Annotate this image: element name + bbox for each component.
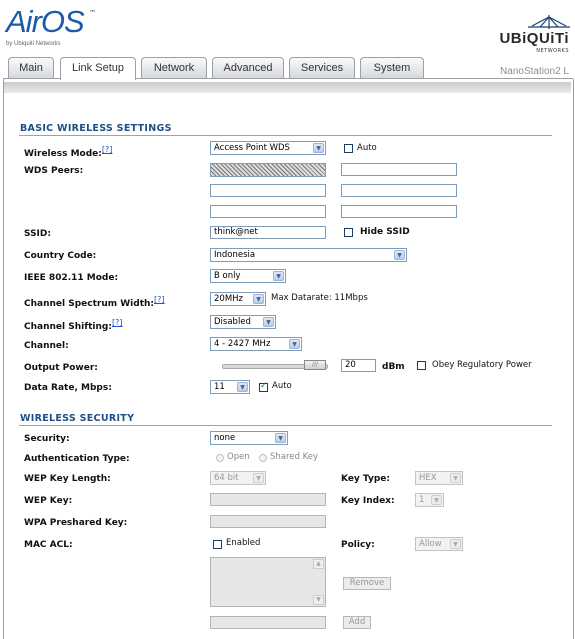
data-rate-auto-label: Auto [272, 381, 292, 391]
chevron-down-icon: ▼ [289, 339, 300, 349]
logo-subtitle: by Ubiquiti Networks [6, 41, 61, 47]
auto-wireless-checkbox[interactable] [344, 144, 353, 153]
brand-subtitle: NETWORKS [536, 48, 569, 54]
auth-shared-radio[interactable] [259, 454, 267, 462]
wds-peer-4-input[interactable] [341, 184, 457, 197]
tab-link-setup[interactable]: Link Setup [60, 57, 136, 80]
data-rate-auto-checkbox[interactable] [259, 383, 268, 392]
key-type-select[interactable]: HEX ▼ [415, 471, 463, 485]
channel-label: Channel: [24, 341, 69, 351]
basic-wireless-title: BASIC WIRELESS SETTINGS [20, 123, 172, 134]
add-button[interactable]: Add [343, 616, 371, 629]
chevron-down-icon: ▼ [450, 473, 461, 483]
tab-network[interactable]: Network [141, 57, 207, 78]
country-code-select[interactable]: Indonesia ▼ [210, 248, 407, 262]
mac-acl-enabled-checkbox[interactable] [213, 540, 222, 549]
wireless-security-title: WIRELESS SECURITY [20, 413, 135, 424]
scroll-up-icon[interactable]: ▲ [313, 559, 324, 569]
data-rate-select[interactable]: 11 ▼ [210, 380, 250, 394]
mac-acl-list[interactable] [210, 557, 326, 607]
output-power-slider-thumb[interactable]: /// [304, 360, 326, 370]
auth-type-label: Authentication Type: [24, 454, 130, 464]
chevron-down-icon: ▼ [237, 382, 248, 392]
spectrum-width-label: Channel Spectrum Width:[?] [24, 295, 165, 309]
channel-select[interactable]: 4 - 2427 MHz ▼ [210, 337, 302, 351]
wds-peers-label: WDS Peers: [24, 166, 84, 176]
spectrum-help-link[interactable]: [?] [154, 295, 165, 304]
wireless-mode-label: Wireless Mode:[?] [24, 145, 113, 159]
auth-open-radio[interactable] [216, 454, 224, 462]
wireless-mode-help-link[interactable]: [?] [101, 145, 113, 154]
wep-key-label: WEP Key: [24, 496, 73, 506]
max-datarate-text: Max Datarate: 11Mbps [271, 293, 368, 303]
ieee-mode-select[interactable]: B only ▼ [210, 269, 286, 283]
mac-address-input[interactable] [210, 616, 326, 629]
obey-regulatory-label: Obey Regulatory Power [432, 360, 532, 370]
ssid-input[interactable]: think@net [210, 226, 326, 239]
chevron-down-icon: ▼ [263, 317, 274, 327]
data-rate-label: Data Rate, Mbps: [24, 383, 112, 393]
country-code-label: Country Code: [24, 251, 97, 261]
section-rule [19, 135, 552, 136]
channel-shifting-label: Channel Shifting:[?] [24, 318, 123, 332]
chevron-down-icon: ▼ [431, 495, 442, 505]
policy-label: Policy: [341, 540, 375, 550]
chevron-down-icon: ▼ [275, 433, 286, 443]
logo-os-text: OS [40, 4, 84, 39]
wpa-key-input[interactable] [210, 515, 326, 528]
wireless-mode-select[interactable]: Access Point WDS ▼ [210, 141, 326, 155]
tab-main[interactable]: Main [8, 57, 54, 78]
hide-ssid-checkbox[interactable] [344, 228, 353, 237]
auth-shared-label: Shared Key [270, 452, 319, 462]
remove-button[interactable]: Remove [343, 577, 391, 590]
policy-select[interactable]: Allow ▼ [415, 537, 463, 551]
wep-key-length-select[interactable]: 64 bit ▼ [210, 471, 266, 485]
shifting-help-link[interactable]: [?] [111, 318, 123, 327]
airos-logo [6, 4, 84, 40]
tab-advanced[interactable]: Advanced [212, 57, 284, 78]
section-rule [19, 425, 552, 426]
mac-acl-label: MAC ACL: [24, 540, 73, 550]
wpa-key-label: WPA Preshared Key: [24, 518, 128, 528]
output-power-input[interactable]: 20 [341, 359, 376, 372]
chevron-down-icon: ▼ [313, 143, 324, 153]
ubiquiti-brand: UBiQUiTi [499, 30, 569, 47]
wds-peer-2-input[interactable] [341, 163, 457, 176]
auth-open-label: Open [227, 452, 250, 462]
dbm-unit: dBm [382, 362, 405, 372]
panel-header-bar [4, 82, 571, 93]
ieee-mode-label: IEEE 802.11 Mode: [24, 273, 119, 283]
key-type-label: Key Type: [341, 474, 391, 484]
chevron-down-icon: ▼ [253, 294, 264, 304]
wds-peer-1-input[interactable] [210, 163, 326, 177]
logo-air-text: Air [6, 4, 41, 39]
wep-key-length-label: WEP Key Length: [24, 474, 111, 484]
auto-label: Auto [357, 143, 377, 153]
logo-trademark: ™ [89, 9, 96, 17]
wds-peer-5-input[interactable] [210, 205, 326, 218]
chevron-down-icon: ▼ [273, 271, 284, 281]
security-label: Security: [24, 434, 70, 444]
ubiquiti-antenna-icon [526, 14, 572, 30]
key-index-label: Key Index: [341, 496, 395, 506]
security-select[interactable]: none ▼ [210, 431, 288, 445]
channel-shifting-select[interactable]: Disabled ▼ [210, 315, 276, 329]
tab-services[interactable]: Services [289, 57, 355, 78]
chevron-down-icon: ▼ [394, 250, 405, 260]
spectrum-width-select[interactable]: 20MHz ▼ [210, 292, 266, 306]
obey-regulatory-checkbox[interactable] [417, 361, 426, 370]
key-index-select[interactable]: 1 ▼ [415, 493, 444, 507]
tab-system[interactable]: System [360, 57, 424, 78]
ssid-label: SSID: [24, 229, 51, 239]
wds-peer-3-input[interactable] [210, 184, 326, 197]
mac-acl-enabled-label: Enabled [226, 538, 261, 548]
device-name: NanoStation2 L [500, 66, 569, 77]
wep-key-input[interactable] [210, 493, 326, 506]
chevron-down-icon: ▼ [253, 473, 264, 483]
chevron-down-icon: ▼ [450, 539, 461, 549]
scroll-down-icon[interactable]: ▼ [313, 595, 324, 605]
wds-peer-6-input[interactable] [341, 205, 457, 218]
hide-ssid-label: Hide SSID [360, 227, 410, 237]
output-power-label: Output Power: [24, 363, 98, 373]
